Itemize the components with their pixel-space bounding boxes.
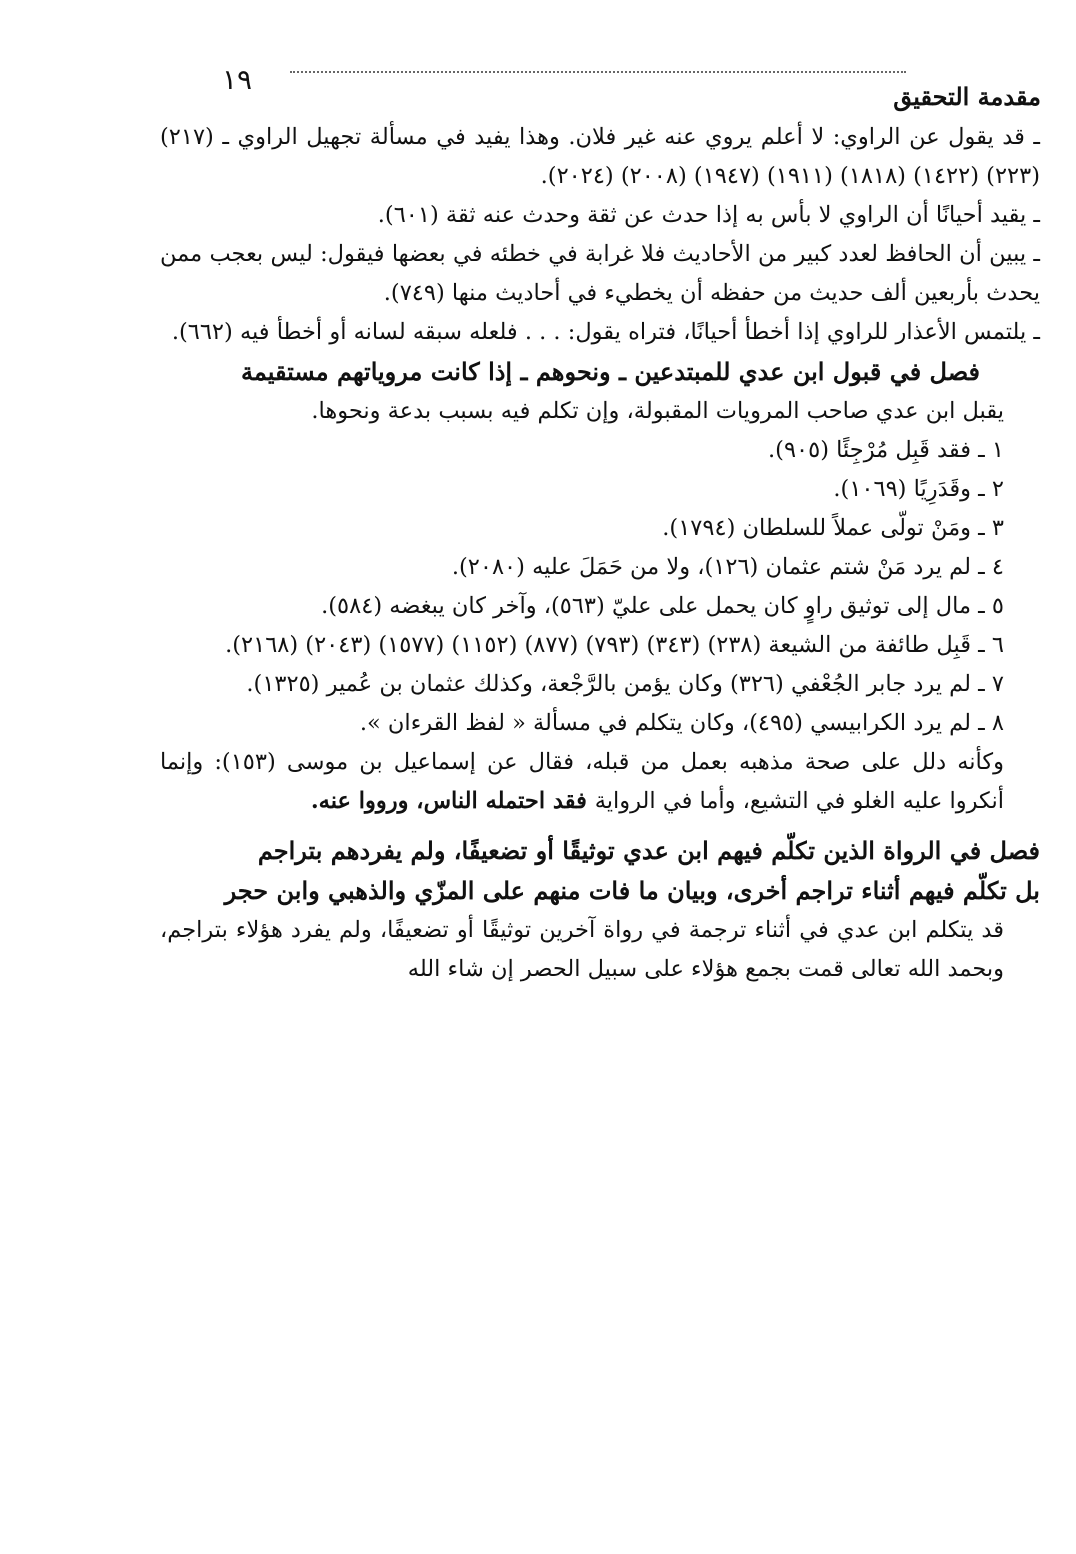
list-item: ٤ ـ لم يرد مَنْ شتم عثمان (١٢٦)، ولا من حَمَلَ عليه (٢٠٨٠).	[451, 554, 1004, 580]
list-item: ٣ ـ ومَنْ تولّى عملاً للسلطان (١٧٩٤).	[662, 515, 1004, 541]
body-text	[160, 118, 1040, 989]
list-item: ٦ ـ قَبِل طائفة من الشيعة (٢٣٨) (٣٤٣) (٧٩٣) (٨٧٧) (١١٥٢) (١٥٧٧) (٢٠٤٣) (٢١٦٨).	[225, 632, 1004, 658]
section-heading-continued: بل تكلّم فيهم أثناء تراجم أخرى، وبيان ما فات منهم على المزّي والذهبي وابن حجر	[224, 876, 1040, 905]
running-head: مقدمة التحقيق	[893, 82, 1041, 111]
header-rule	[290, 71, 906, 73]
paragraph: قد يتكلم ابن عدي في أثناء ترجمة في رواة آخرين توثيقًا أو تضعيفًا، ولم يفرد هؤلاء بتراجم، وبحمد الله تعالى قمت بجمع هؤلاء على سبيل الحصر إن شاء الله	[160, 917, 1004, 982]
paragraph: ـ يلتمس الأعذار للراوي إذا أخطأ أحيانًا، فتراه يقول: . . . فلعله سبقه لسانه أو أخطأ فيه (٦٦٢).	[171, 319, 1040, 345]
section-heading: فصل في الرواة الذين تكلّم فيهم ابن عدي توثيقًا أو تضعيفًا، ولم يفردهم بتراجم	[257, 836, 1040, 865]
emphasis-text: فقد احتمله الناس، ورووا عنه.	[310, 788, 595, 814]
list-item: ٧ ـ لم يرد جابر الجُعْفي (٣٢٦) وكان يؤمن بالرَّجْعة، وكذلك عثمان بن عُمير (١٣٢٥).	[246, 671, 1004, 697]
paragraph: يقبل ابن عدي صاحب المرويات المقبولة، وإن تكلم فيه بسبب بدعة ونحوها.	[311, 398, 1004, 424]
list-item: ٢ ـ وقَدَرِيًا (١٠٦٩).	[833, 476, 1004, 502]
list-item: ٨ ـ لم يرد الكرابيسي (٤٩٥)، وكان يتكلم في مسألة « لفظ القرءان ».	[359, 710, 1004, 736]
page-number: ١٩	[222, 63, 253, 96]
paragraph: ـ يبين أن الحافظ لعدد كبير من الأحاديث فلا غرابة في خطئه في بعضها فيقول: ليس بعجب ممن يحدث بأربعين ألف حديث من حفظه أن يخطيء في أحاديث منها (٧٤٩).	[160, 241, 1040, 306]
paragraph: ـ يقيد أحيانًا أن الراوي لا بأس به إذا حدث عن ثقة وحدث عنه ثقة (٦٠١).	[377, 202, 1040, 228]
section-heading: فصل في قبول ابن عدي للمبتدعين ـ ونحوهم ـ إذا كانت مروياتهم مستقيمة	[240, 357, 980, 386]
paragraph: ـ قد يقول عن الراوي: لا أعلم يروي عنه غير فلان. وهذا يفيد في مسألة تجهيل الراوي ـ (٢١٧) (٢٢٣) (١٤٢٢) (١٨١٨) (١٩١١) (١٩٤٧) (٢٠٠٨) (٢٠٢٤).	[160, 124, 1040, 189]
list-item: ٥ ـ مال إلى توثيق راوٍ كان يحمل على عليّ (٥٦٣)، وآخر كان يبغضه (٥٨٤).	[321, 593, 1004, 619]
paragraph	[160, 743, 1040, 821]
paragraph-text: وكأنه دلل على صحة مذهبه بعمل من قبله، فقال عن إسماعيل بن موسى (١٥٣): وإنما أنكروا عليه الغلو في التشيع، وأما في الرواية	[160, 749, 1004, 814]
list-item: ١ ـ فقد قَبِل مُرْجِئًا (٩٠٥).	[768, 437, 1004, 463]
